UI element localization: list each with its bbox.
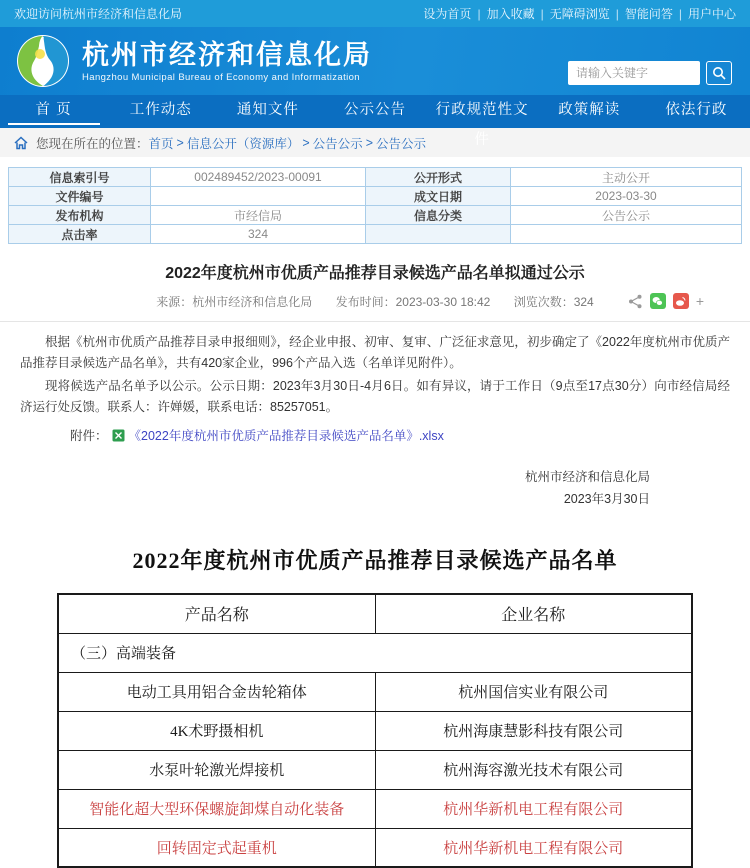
table-row xyxy=(58,711,692,750)
meta-label-index-no: 信息索引号 xyxy=(9,168,151,187)
breadcrumb-prefix: 您现在所在的位置： xyxy=(36,136,149,151)
document-title: 2022年度杭州市优质产品推荐目录候选产品名单 xyxy=(132,548,618,573)
product-cell: 水泵叶轮激光焊接机 xyxy=(58,750,375,789)
attachment-line xyxy=(0,426,750,444)
breadcrumb-link-announcements-2[interactable]: 公告公示 xyxy=(376,136,427,151)
company-cell: 杭州海康慧影科技有限公司 xyxy=(375,711,692,750)
signature-date: 2023年3月30日 xyxy=(563,492,650,506)
site-search xyxy=(568,61,732,85)
company-cell: 杭州海容激光技术有限公司 xyxy=(375,750,692,789)
meta-label-doc-no: 文件编号 xyxy=(9,187,151,206)
nav-item-law-admin[interactable]: 依法行政 xyxy=(665,102,728,118)
search-icon xyxy=(712,66,726,80)
table-row xyxy=(9,168,742,187)
table-row xyxy=(9,187,742,206)
signature-block xyxy=(0,466,750,510)
table-row-highlighted xyxy=(58,828,692,867)
nav-item-notices[interactable]: 通知文件 xyxy=(236,102,299,118)
search-input[interactable] xyxy=(568,61,700,85)
top-utility-bar xyxy=(0,0,750,27)
meta-value-click-rate: 324 xyxy=(151,225,366,244)
search-button[interactable] xyxy=(706,61,732,85)
company-cell: 杭州华新机电工程有限公司 xyxy=(375,789,692,828)
table-row-highlighted xyxy=(58,789,692,828)
more-share-icon[interactable]: + xyxy=(695,293,704,309)
site-header xyxy=(0,27,750,95)
embedded-document xyxy=(0,544,750,868)
nav-item-home[interactable]: 首 页 xyxy=(0,95,107,128)
attachment-label: 附件： xyxy=(70,429,108,443)
company-cell: 杭州国信实业有限公司 xyxy=(375,672,692,711)
nav-item-policy-interpretation[interactable]: 政策解读 xyxy=(558,102,621,118)
breadcrumb-separator: > xyxy=(302,135,310,150)
meta-value-date-written: 2023-03-30 xyxy=(511,187,742,206)
table-row xyxy=(58,750,692,789)
nav-item-regulatory-docs[interactable]: 行政规范性文件 xyxy=(435,102,529,148)
meta-value-index-no: 002489452/2023-00091 xyxy=(151,168,366,187)
article-meta-line xyxy=(0,293,750,313)
welcome-text: 欢迎访问杭州市经济和信息化局 xyxy=(14,7,183,21)
breadcrumb-separator: > xyxy=(365,135,373,150)
divider xyxy=(0,321,750,322)
link-accessibility[interactable]: 无障碍浏览 xyxy=(549,7,610,21)
table-row xyxy=(9,206,742,225)
meta-label-publicity-form: 公开形式 xyxy=(366,168,511,187)
link-user-center[interactable]: 用户中心 xyxy=(687,7,736,21)
article-body xyxy=(0,332,750,418)
breadcrumb-separator: > xyxy=(176,135,184,150)
separator: | xyxy=(678,6,682,21)
breadcrumb-link-home[interactable]: 首页 xyxy=(148,136,174,151)
article-source: 来源：杭州市经济和信息化局 xyxy=(156,295,313,309)
meta-value-publicity-form: 主动公开 xyxy=(511,168,742,187)
product-cell: 电动工具用铝合金齿轮箱体 xyxy=(58,672,375,711)
product-cell: 4K术野摄相机 xyxy=(58,711,375,750)
separator: | xyxy=(615,6,619,21)
table-row xyxy=(9,225,742,244)
company-cell: 杭州华新机电工程有限公司 xyxy=(375,828,692,867)
bureau-logo-icon xyxy=(16,34,70,88)
meta-value-issuing-agency: 市经信局 xyxy=(151,206,366,225)
breadcrumb-link-announcements[interactable]: 公告公示 xyxy=(312,136,363,151)
site-title: 杭州市经济和信息化局 xyxy=(82,39,372,70)
product-cell: 回转固定式起重机 xyxy=(58,828,375,867)
signature-agency: 杭州市经济和信息化局 xyxy=(524,470,650,484)
share-icon[interactable] xyxy=(628,294,643,309)
page-title: 2022年度杭州市优质产品推荐目录候选产品名单拟通过公示 xyxy=(165,265,585,282)
link-set-homepage[interactable]: 设为首页 xyxy=(423,7,472,21)
article-publish-time: 发布时间：2023-03-30 18:42 xyxy=(335,295,491,309)
home-icon xyxy=(14,136,28,150)
product-cell: 智能化超大型环保螺旋卸煤自动化装备 xyxy=(58,789,375,828)
section-label: （三）高端装备 xyxy=(58,633,692,672)
breadcrumb xyxy=(0,128,750,157)
site-subtitle: Hangzhou Municipal Bureau of Economy and Informatization xyxy=(82,71,360,83)
meta-label-category: 信息分类 xyxy=(366,206,511,225)
meta-label-click-rate: 点击率 xyxy=(9,225,151,244)
section-row xyxy=(58,633,692,672)
meta-label-empty xyxy=(366,225,511,244)
meta-value-empty xyxy=(511,225,742,244)
article-views: 浏览次数：324 xyxy=(513,295,594,309)
table-row xyxy=(58,672,692,711)
breadcrumb-link-info-disclosure[interactable]: 信息公开（资源库） xyxy=(186,136,300,151)
site-title-block xyxy=(82,40,372,83)
separator: | xyxy=(477,6,481,21)
share-bar xyxy=(628,293,704,309)
candidate-products-table xyxy=(57,593,693,868)
attachment-link[interactable]: 《2022年度杭州市优质产品推荐目录候选产品名单》.xlsx xyxy=(128,429,444,443)
document-meta-table xyxy=(8,167,742,244)
nav-item-announcements[interactable]: 公示公告 xyxy=(343,102,406,118)
separator: | xyxy=(540,6,544,21)
utility-links xyxy=(423,5,736,22)
meta-label-date-written: 成文日期 xyxy=(366,187,511,206)
meta-value-category: 公告公示 xyxy=(511,206,742,225)
meta-label-issuing-agency: 发布机构 xyxy=(9,206,151,225)
column-header-product: 产品名称 xyxy=(58,594,375,633)
nav-item-work-news[interactable]: 工作动态 xyxy=(129,102,192,118)
link-smart-qa[interactable]: 智能问答 xyxy=(624,7,673,21)
meta-value-doc-no xyxy=(151,187,366,206)
paragraph-2: 现将候选产品名单予以公示。公示日期：2023年3月30日-4月6日。如有异议，请于工作日（9点至17点30分）向市经信局经济运行处反馈。联系人：许婵媛，联系电话：85257051。 xyxy=(20,379,730,414)
link-add-favorite[interactable]: 加入收藏 xyxy=(486,7,535,21)
column-header-company: 企业名称 xyxy=(375,594,692,633)
wechat-share-icon[interactable] xyxy=(650,293,666,309)
paragraph-1: 根据《杭州市优质产品推荐目录申报细则》，经企业申报、初审、复审、广泛征求意见，初步确定了《2022年度杭州市优质产品推荐目录候选产品名单》，共有420家企业，996个产品入选（名单详见附件）。 xyxy=(20,335,730,370)
table-header-row xyxy=(58,594,692,633)
excel-file-icon xyxy=(112,429,125,442)
weibo-share-icon[interactable] xyxy=(673,293,689,309)
